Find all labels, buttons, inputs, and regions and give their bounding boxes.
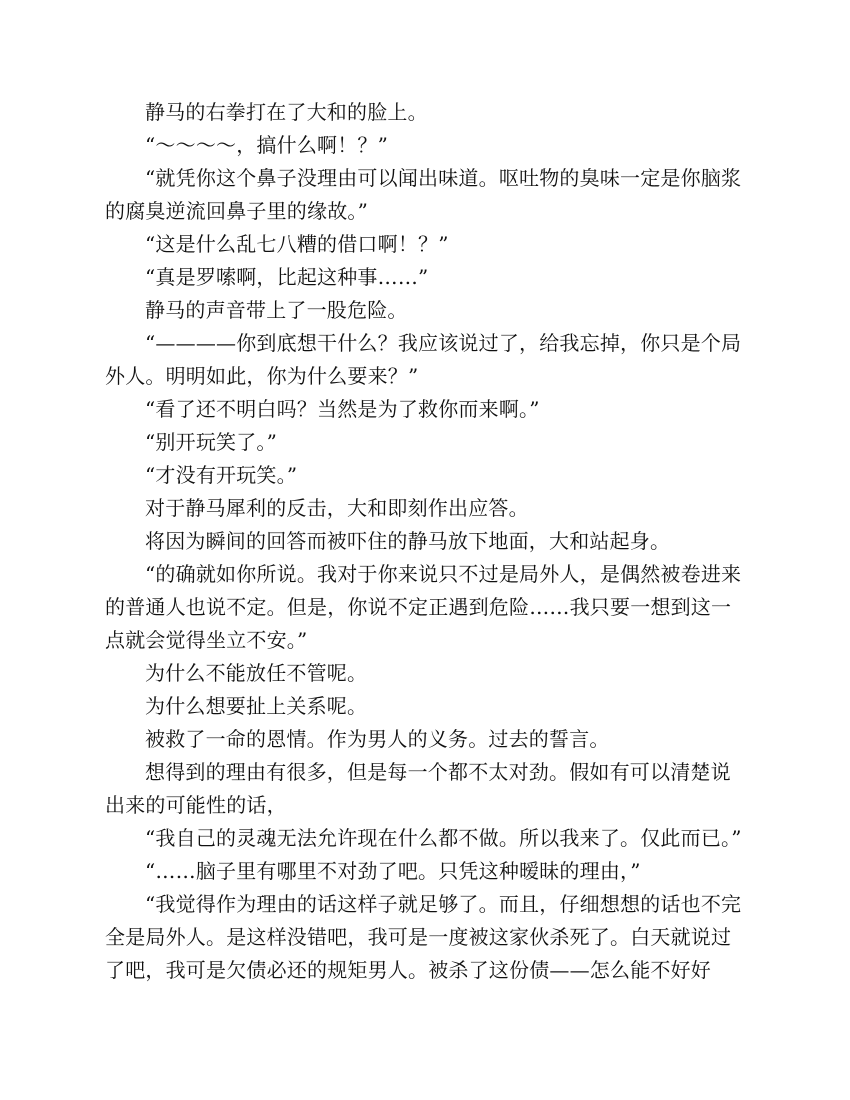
paragraph: “……脑子里有哪里不对劲了吧。只凭这种暧昧的理由，” (145, 859, 641, 883)
paragraph: “别开玩笑了。” (145, 430, 278, 454)
paragraph: “我觉得作为理由的话这样子就足够了。而且，仔细想想的话也不完全是局外人。是这样没错吧，我可是一度被这家伙杀死了。白天就说过了吧，我可是欠债必还的规矩男人。被杀了这份债——怎么能不好好 (105, 892, 742, 982)
paragraph: 为什么不能放任不管呢。 (145, 661, 368, 685)
paragraph: “就凭你这个鼻子没理由可以闻出味道。呕吐物的臭味一定是你脑浆的腐臭逆流回鼻子里的缘故。” (105, 166, 742, 223)
paragraph: 静马的右拳打在了大和的脸上。 (145, 100, 428, 124)
paragraph: 被救了一命的恩情。作为男人的义务。过去的誓言。 (145, 727, 610, 751)
paragraph: “————你到底想干什么？我应该说过了，给我忘掉，你只是个局外人。明明如此，你为什么要来？” (105, 331, 742, 388)
paragraph: “这是什么乱七八糟的借口啊！？” (145, 232, 449, 256)
paragraph: “我自己的灵魂无法允许现在什么都不做。所以我来了。仅此而已。” (145, 826, 742, 850)
paragraph: 对于静马犀利的反击，大和即刻作出应答。 (145, 496, 529, 520)
paragraph: 为什么想要扯上关系呢。 (145, 694, 368, 718)
paragraph: “真是罗嗦啊，比起这种事……” (145, 265, 429, 289)
paragraph: 想得到的理由有很多，但是每一个都不太对劲。假如有可以清楚说出来的可能性的话， (105, 760, 731, 817)
paragraph: 将因为瞬间的回答而被吓住的静马放下地面，大和站起身。 (145, 529, 671, 553)
body-text (105, 96, 750, 987)
paragraph: “看了还不明白吗？当然是为了救你而来啊。” (145, 397, 540, 421)
paragraph: “～～～～，搞什么啊！？” (145, 133, 389, 157)
paragraph: “才没有开玩笑。” (145, 463, 298, 487)
paragraph: “的确就如你所说。我对于你来说只不过是局外人，是偶然被卷进来的普通人也说不定。但是，你说不定正遇到危险……我只要一想到这一点就会觉得坐立不安。” (105, 562, 742, 652)
paragraph: 静马的声音带上了一股危险。 (145, 298, 408, 322)
